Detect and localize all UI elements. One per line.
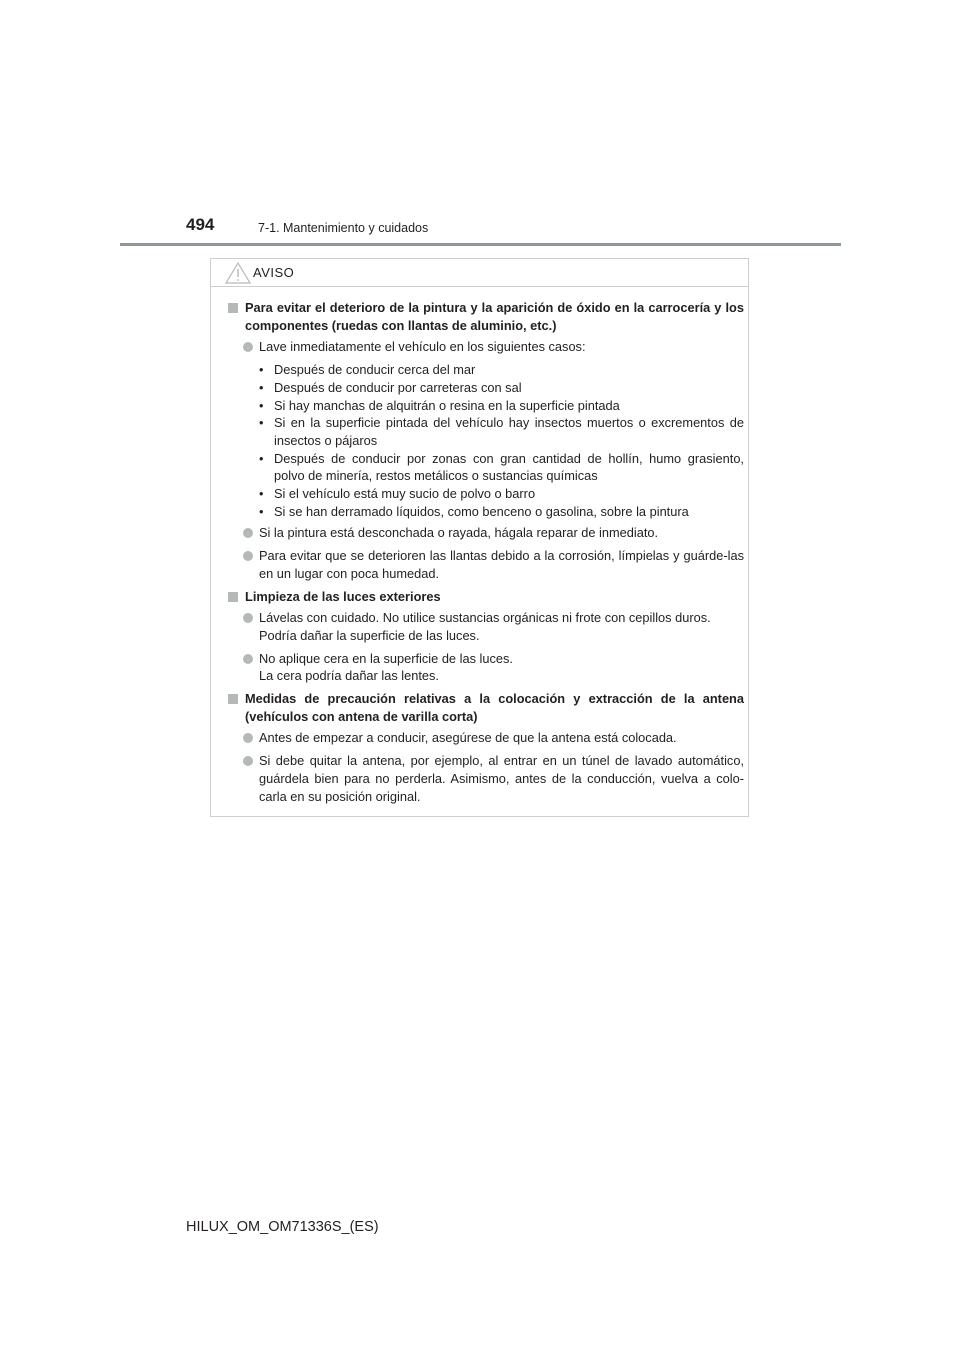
section-heading: Medidas de precaución relativas a la colocación y extracción de la antena (vehículos con antena de varilla corta) — [228, 690, 744, 725]
warning-header — [211, 259, 748, 287]
circle-bullet-icon — [243, 551, 253, 561]
bullet-item: Lávelas con cuidado. No utilice sustancias orgánicas ni frote con cepillos duros. Podría dañar la superficie de las luces. — [243, 609, 744, 644]
warning-box — [210, 258, 749, 817]
sub-list-item: • Si hay manchas de alquitrán o resina en la superficie pintada — [259, 397, 620, 413]
bullet-item: Para evitar que se deterioren las llantas debido a la corrosión, límpielas y guárde-las en un lugar con poca humedad. — [243, 547, 744, 582]
header-rule — [120, 243, 841, 246]
sub-list-item: • Si el vehículo está muy sucio de polvo o barro — [259, 486, 536, 502]
sub-list-item: • Después de conducir por zonas con gran cantidad de hollín, humo grasiento, polvo de minería, restos metálicos o sustancias químicas — [259, 450, 744, 484]
square-bullet-icon — [228, 694, 238, 704]
circle-bullet-icon — [243, 342, 253, 352]
sub-list-item: • Después de conducir por carreteras con sal — [259, 379, 522, 395]
footer-doc-id: HILUX_OM_OM71336S_(ES) — [186, 1219, 379, 1235]
circle-bullet-icon — [243, 756, 253, 766]
sub-list-item: • Si en la superficie pintada del vehículo hay insectos muertos o excrementos de insectos o pájaros — [259, 415, 744, 448]
bullet-item: Antes de empezar a conducir, asegúrese de que la antena está colocada. — [243, 729, 744, 747]
circle-bullet-icon — [243, 654, 253, 664]
warning-title: AVISO — [253, 265, 295, 280]
square-bullet-icon — [228, 303, 238, 313]
section-title: 7-1. Mantenimiento y cuidados — [258, 221, 429, 235]
section-heading: Limpieza de las luces exteriores — [228, 588, 744, 606]
bullet-item: No aplique cera en la superficie de las luces. La cera podría dañar las lentes. — [243, 650, 744, 685]
bullet-item: Si la pintura está desconchada o rayada, hágala reparar de inmediato. — [243, 524, 744, 542]
sub-list-item: • Después de conducir cerca del mar — [259, 362, 476, 378]
circle-bullet-icon — [243, 613, 253, 623]
sub-list — [259, 361, 744, 520]
section-heading: Para evitar el deterioro de la pintura y la aparición de óxido en la carrocería y los componentes (ruedas con llantas de aluminio, etc.) — [228, 299, 744, 334]
page-number: 494 — [186, 215, 215, 234]
circle-bullet-icon — [243, 528, 253, 538]
square-bullet-icon — [228, 592, 238, 602]
warning-body — [211, 299, 750, 810]
warning-triangle-icon — [225, 262, 251, 284]
bullet-item: Si debe quitar la antena, por ejemplo, al entrar en un túnel de lavado automático, guárdela bien para no perderla. Asimismo, antes de la conducción, vuelva a colo-carla en su posición original. — [243, 752, 744, 805]
sub-list-item: • Si se han derramado líquidos, como benceno o gasolina, sobre la pintura — [259, 503, 689, 519]
bullet-item: Lave inmediatamente el vehículo en los siguientes casos: — [243, 338, 744, 356]
circle-bullet-icon — [243, 733, 253, 743]
